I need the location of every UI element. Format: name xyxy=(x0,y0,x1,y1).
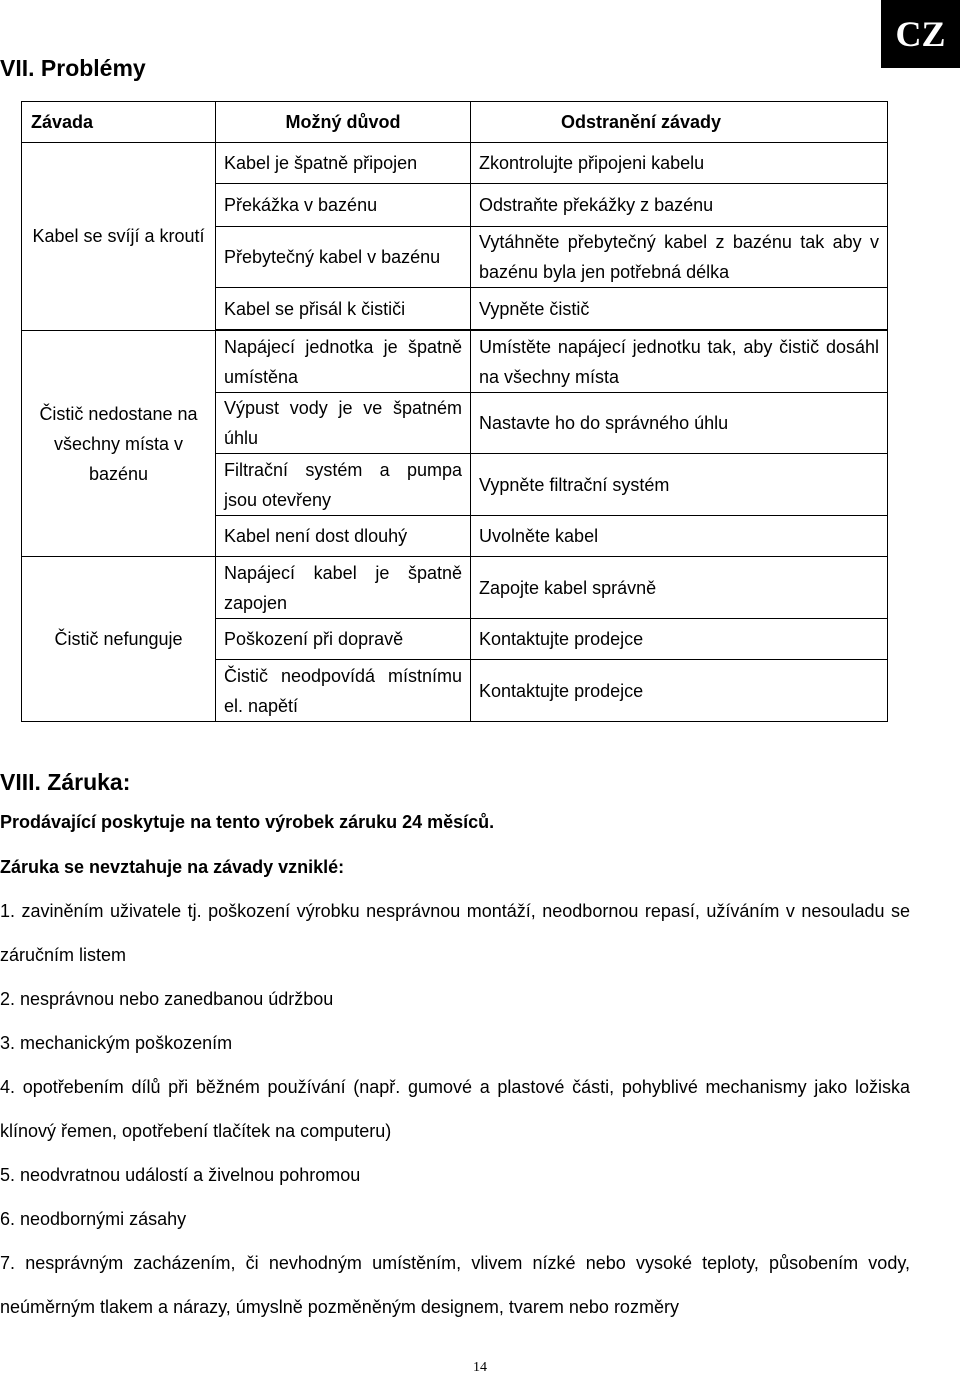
exclusion-item: 1. zaviněním uživatele tj. poškození výrobku nesprávnou montáží, neodbornou repasí, užíváním v nesouladu se záručním listem xyxy=(0,901,910,965)
exclusion-item: 4. opotřebením dílů při běžném používání (např. gumové a plastové části, pohyblivé mechanismy jako ložiska klínový řemen, opotřebení tlačítek na computeru) xyxy=(0,1077,910,1141)
fix-cell: Vypněte filtrační systém xyxy=(471,454,888,516)
fix-cell: Zapojte kabel správně xyxy=(471,557,888,619)
cause-cell: Čistič neodpovídá místnímu el. napětí xyxy=(216,660,471,722)
header-fix: Odstranění závady xyxy=(471,102,888,143)
warranty-statement: Prodávající poskytuje na tento výrobek záruku 24 měsíců. xyxy=(0,812,495,832)
table-row xyxy=(22,331,888,393)
cause-cell: Napájecí kabel je špatně zapojen xyxy=(216,557,471,619)
table-row xyxy=(22,143,888,184)
warranty-section-title: VIII. Záruka: xyxy=(0,769,131,795)
cause-cell: Výpust vody je ve špatném úhlu xyxy=(216,393,471,454)
fix-cell: Kontaktujte prodejce xyxy=(471,619,888,660)
exclusion-item: 5. neodvratnou událostí a živelnou pohromou xyxy=(0,1165,361,1185)
exclusion-item: 6. neodbornými zásahy xyxy=(0,1209,187,1229)
header-cause: Možný důvod xyxy=(216,102,471,143)
problems-section-title: VII. Problémy xyxy=(0,55,146,81)
fix-cell: Odstraňte překážky z bazénu xyxy=(471,184,888,227)
exclusion-item: 7. nesprávným zacházením, či nevhodným umístěním, vlivem nízké nebo vysoké teploty, působením vody, neúměrným tlakem a nárazy, úmyslně pozměněným designem, tvarem nebo rozměry xyxy=(0,1253,910,1317)
fix-cell: Zkontrolujte připojeni kabelu xyxy=(471,143,888,184)
header-fault: Závada xyxy=(22,102,216,143)
table-header-row xyxy=(22,102,888,143)
exclusion-item: 2. nesprávnou nebo zanedbanou údržbou xyxy=(0,989,334,1009)
cause-cell: Kabel je špatně připojen xyxy=(216,143,471,184)
exclusions-heading: Záruka se nevztahuje na závady vzniklé: xyxy=(0,857,345,877)
cause-cell: Filtrační systém a pumpa jsou otevřeny xyxy=(216,454,471,516)
fix-cell: Uvolněte kabel xyxy=(471,516,888,557)
cause-cell: Přebytečný kabel v bazénu xyxy=(216,227,471,288)
fix-cell: Nastavte ho do správného úhlu xyxy=(471,393,888,454)
table-row xyxy=(22,557,888,619)
page-number: 14 xyxy=(473,1360,487,1375)
cause-cell: Napájecí jednotka je špatně umístěna xyxy=(216,331,471,393)
cause-cell: Poškození při dopravě xyxy=(216,619,471,660)
fix-cell: Kontaktujte prodejce xyxy=(471,660,888,722)
cause-cell: Kabel se přisál k čističi xyxy=(216,288,471,330)
fault-cell: Čistič nedostane na všechny místa v bazénu xyxy=(22,331,216,557)
cause-cell: Překážka v bazénu xyxy=(216,184,471,227)
fix-cell: Umístěte napájecí jednotku tak, aby čistič dosáhl na všechny místa xyxy=(471,331,888,393)
fix-cell: Vytáhněte přebytečný kabel z bazénu tak aby v bazénu byla jen potřebná délka xyxy=(471,227,888,288)
troubleshooting-table xyxy=(21,101,888,722)
exclusion-item: 3. mechanickým poškozením xyxy=(0,1033,233,1053)
language-badge: CZ xyxy=(881,0,960,68)
fault-cell: Kabel se svíjí a kroutí xyxy=(22,143,216,331)
cause-cell: Kabel není dost dlouhý xyxy=(216,516,471,557)
warranty-body xyxy=(0,810,910,1329)
fix-cell: Vypněte čistič xyxy=(471,288,888,330)
fault-cell: Čistič nefunguje xyxy=(22,557,216,722)
